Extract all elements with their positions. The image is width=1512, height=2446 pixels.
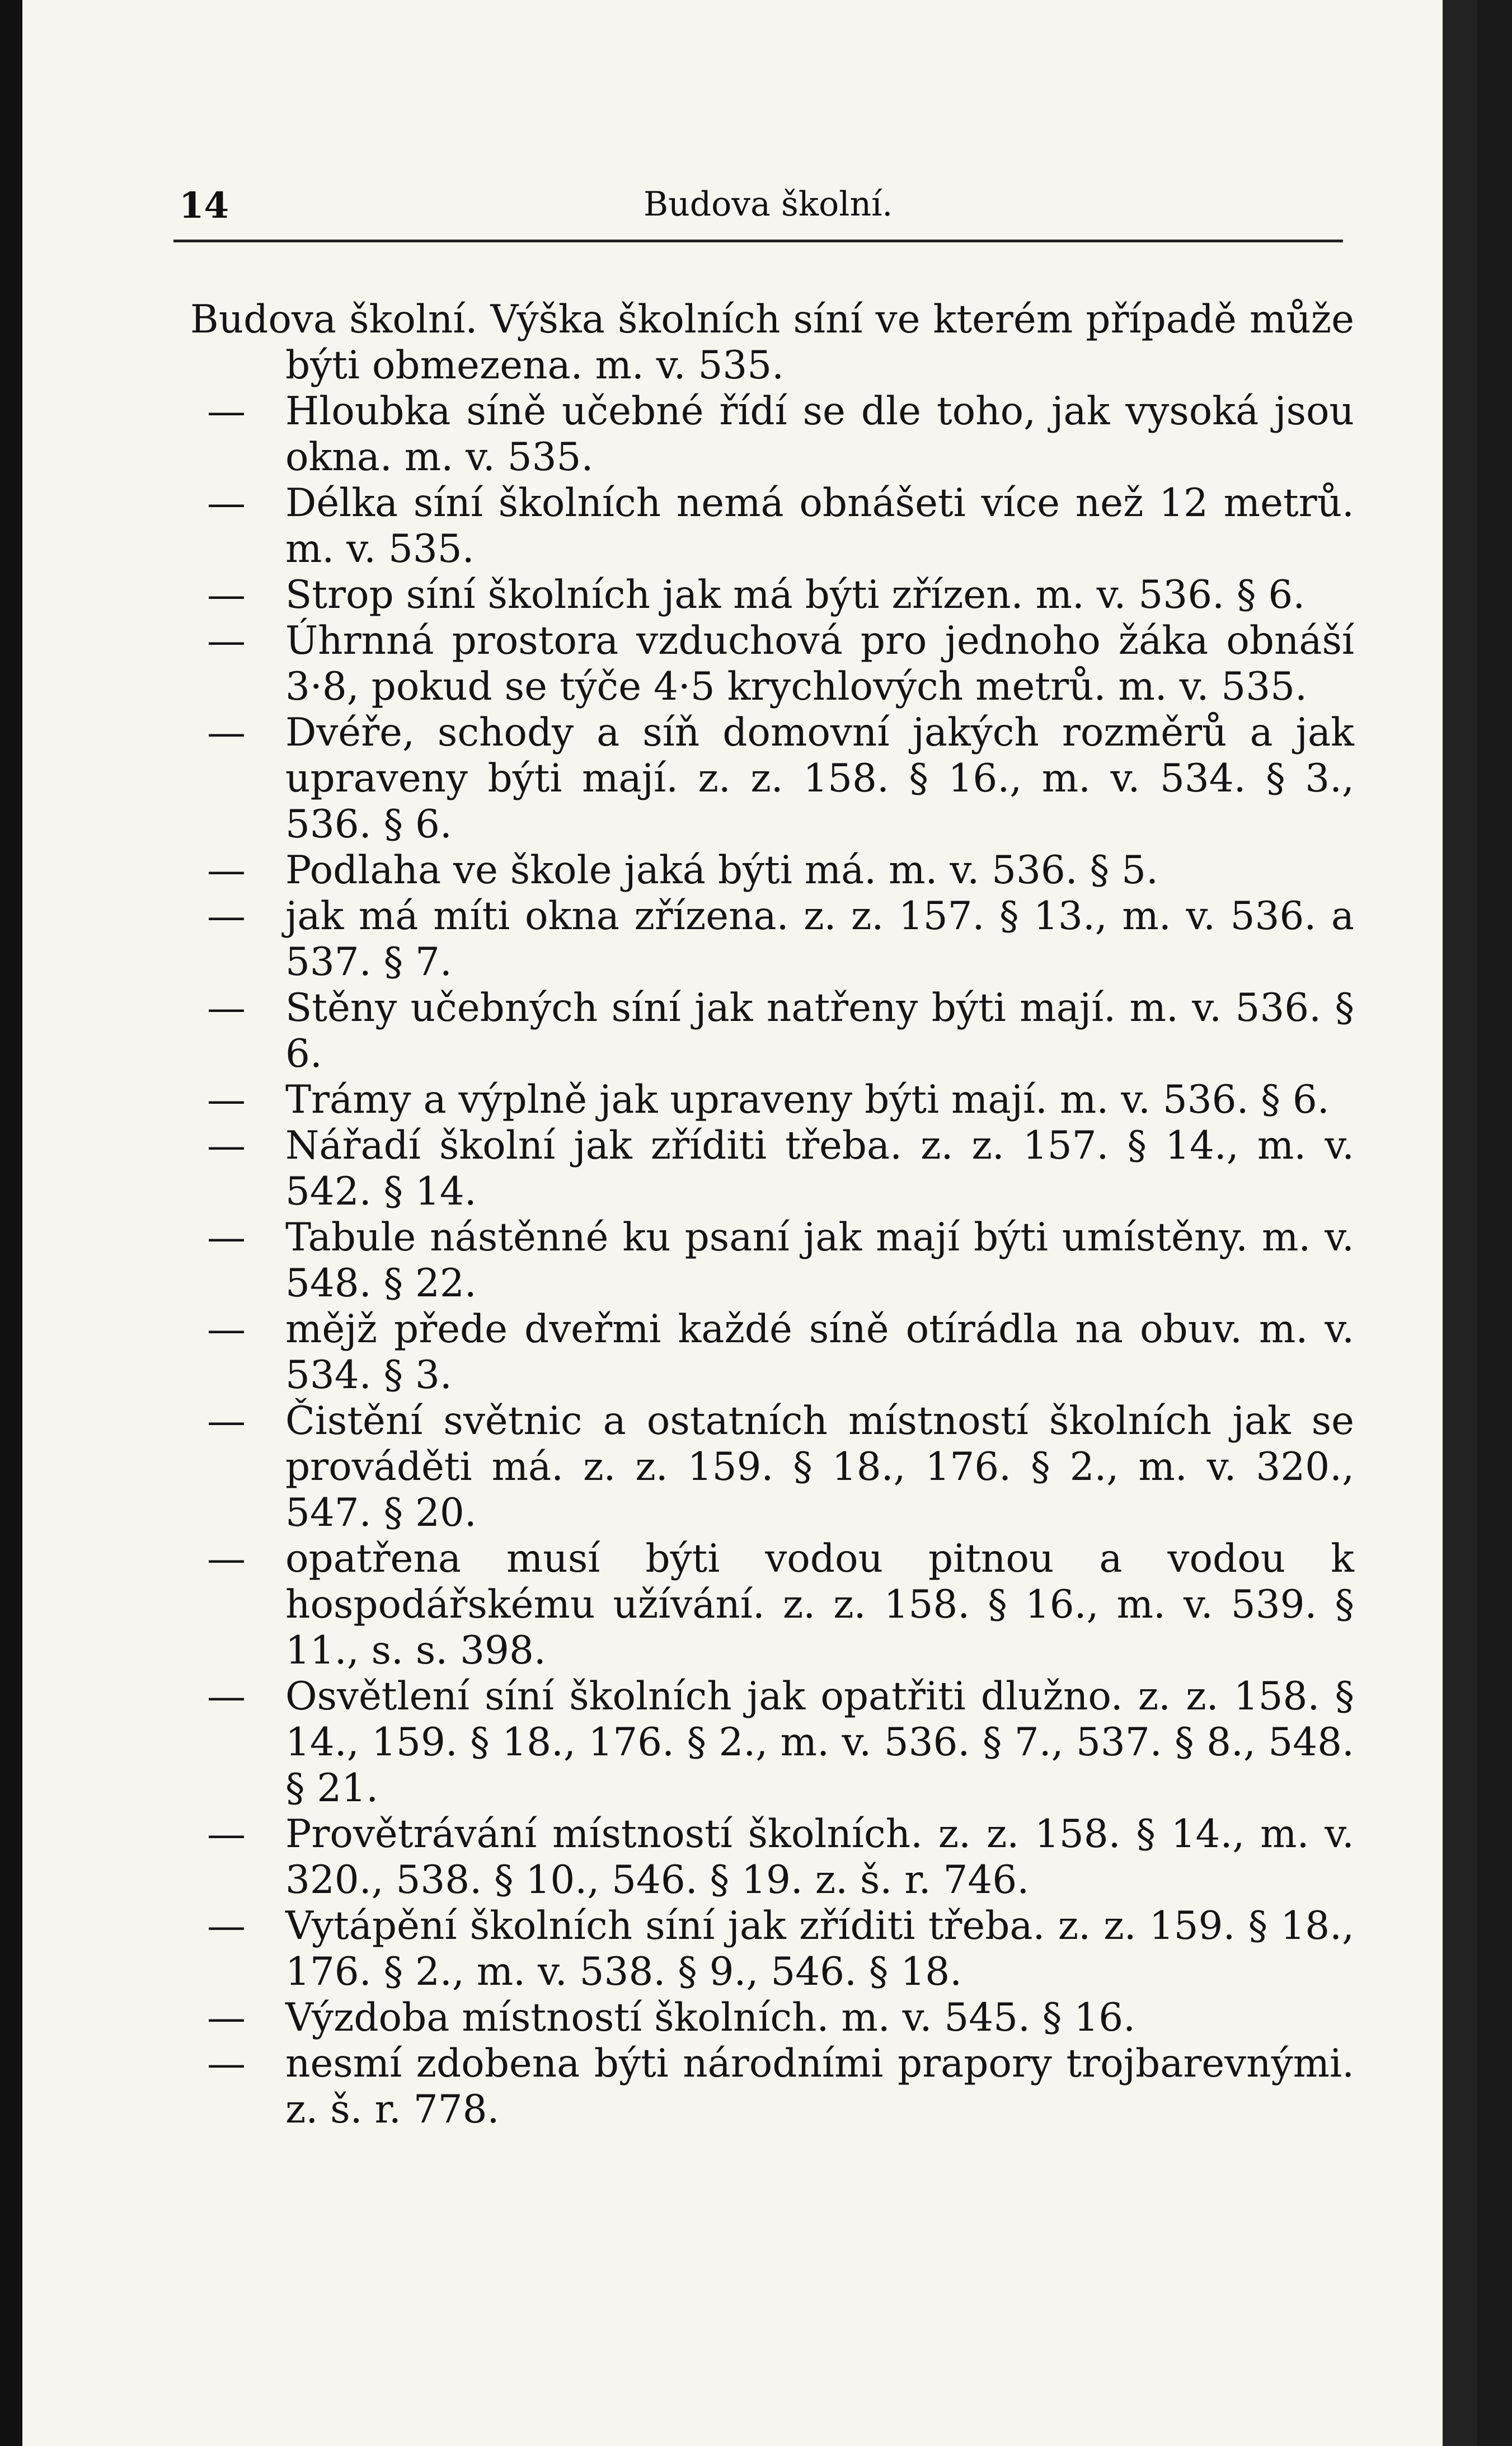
- em-dash: [207, 1903, 269, 1949]
- em-dash: [207, 1995, 269, 2041]
- index-entry: — jak má míti okna zřízena. z. z. 157. § 13., m. v. 536. a 537. § 7.: [190, 893, 1354, 985]
- index-entry: — Délka síní školních nemá obnášeti více než 12 metrů. m. v. 535.: [190, 480, 1354, 572]
- index-entry: — opatřena musí býti vodou pitnou a vodou k hospodářskému užívání. z. z. 158. § 16., m. v. 539. § 11., s. s. 398.: [190, 1536, 1354, 1674]
- index-entry: — Trámy a výplně jak upraveny býti mají. m. v. 536. § 6.: [190, 1077, 1354, 1123]
- em-dash: [207, 710, 269, 756]
- index-entry: — Tabule nástěnné ku psaní jak mají býti umístěny. m. v. 548. § 22.: [190, 1215, 1354, 1306]
- page-number: 14: [179, 185, 229, 227]
- em-dash: [207, 572, 269, 618]
- em-dash: [207, 1536, 269, 1582]
- header-rule: [173, 240, 1343, 242]
- em-dash: [207, 893, 269, 939]
- index-entries: [190, 297, 1354, 2133]
- index-entry: — Výzdoba místností školních. m. v. 545. § 16.: [190, 1995, 1354, 2041]
- index-entry: — Dvéře, schody a síň domovní jakých rozměrů a jak upraveny býti mají. z. z. 158. § 16., m. v. 534. § 3., 536. § 6.: [190, 710, 1354, 847]
- index-entry: — mějž přede dveřmi každé síně otírádla na obuv. m. v. 534. § 3.: [190, 1306, 1354, 1398]
- em-dash: [207, 480, 269, 526]
- index-entry: — nesmí zdobena býti národními prapory trojbarevnými. z. š. r. 778.: [190, 2041, 1354, 2133]
- index-entry: — Hloubka síně učebné řídí se dle toho, jak vysoká jsou okna. m. v. 535.: [190, 388, 1354, 480]
- index-entry: — Stěny učebných síní jak natřeny býti mají. m. v. 536. § 6.: [190, 985, 1354, 1077]
- index-entry: — Osvětlení síní školních jak opatřiti dlužno. z. z. 158. § 14., 159. § 18., 176. § 2., m. v. 536. § 7., 537. § 8., 548. § 21.: [190, 1674, 1354, 1811]
- index-entry: — Úhrnná prostora vzduchová pro jednoho žáka obnáší 3·8, pokud se týče 4·5 krychlových metrů. m. v. 535.: [190, 618, 1354, 710]
- index-entry: — Strop síní školních jak má býti zřízen. m. v. 536. § 6.: [190, 572, 1354, 618]
- em-dash: [207, 1398, 269, 1444]
- em-dash: [207, 1123, 269, 1169]
- em-dash: [207, 1215, 269, 1261]
- index-entry: — Provětrávání místností školních. z. z. 158. § 14., m. v. 320., 538. § 10., 546. § 19. z. š. r. 746.: [190, 1811, 1354, 1903]
- em-dash: [207, 2041, 269, 2087]
- index-entry: — Čistění světnic a ostatních místností školních jak se prováděti má. z. z. 159. § 18., 176. § 2., m. v. 320., 547. § 20.: [190, 1398, 1354, 1536]
- index-entry: — Vytápění školních síní jak zříditi třeba. z. z. 159. § 18., 176. § 2., m. v. 538. § 9., 546. § 18.: [190, 1903, 1354, 1995]
- scan-right-border: [1443, 0, 1477, 2446]
- em-dash: [207, 1077, 269, 1123]
- em-dash: [207, 847, 269, 893]
- index-entry-main: Budova školní. Výška školních síní ve kterém případě může býti obmezena. m. v. 535.: [190, 297, 1354, 388]
- em-dash: [207, 618, 269, 664]
- em-dash: [207, 1811, 269, 1857]
- em-dash: [207, 388, 269, 434]
- scan-left-border: [0, 0, 22, 2446]
- em-dash: [207, 985, 269, 1031]
- page-header: [173, 179, 1349, 235]
- em-dash: [207, 1674, 269, 1719]
- index-entry: — Podlaha ve škole jaká býti má. m. v. 536. § 5.: [190, 847, 1354, 893]
- em-dash: [207, 1306, 269, 1352]
- running-title: Budova školní.: [644, 185, 893, 224]
- index-entry: — Nářadí školní jak zříditi třeba. z. z. 157. § 14., m. v. 542. § 14.: [190, 1123, 1354, 1215]
